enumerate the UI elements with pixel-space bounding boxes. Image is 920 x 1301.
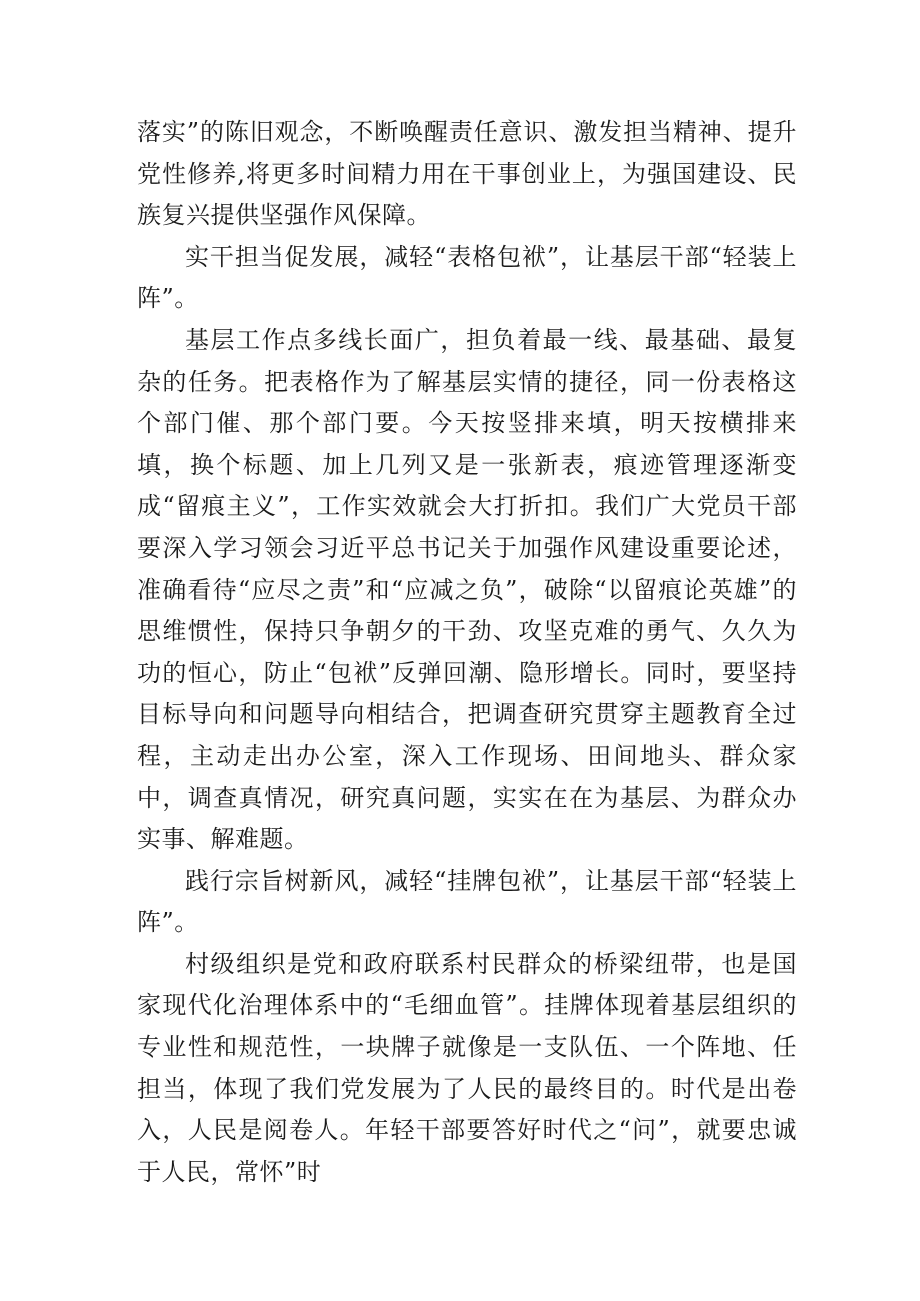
paragraph-1: 落实”的陈旧观念，不断唤醒责任意识、激发担当精神、提升党性修养,将更多时间精力用在干事创业上，为强国建设、民族复兴提供坚强作风保障。 [137,118,797,230]
paragraph-3: 基层工作点多线长面广，担负着最一线、最基础、最复杂的任务。把表格作为了解基层实情的捷径，同一份表格这个部门催、那个部门要。今天按竖排来填，明天按横排来填，换个标题、加上几列又是一张新表，痕迹管理逐渐变成“留痕主义”，工作实效就会大打折扣。我们广大党员干部要深入学习领会习近平总书记关于加强作风建设重要论述，准确看待“应尽之责”和“应减之负”，破除“以留痕论英雄”的思维惯性，保持只争朝夕的干劲、攻坚克难的勇气、久久为功的恒心，防止“包袱”反弹回潮、隐形增长。同时，要坚持目标导向和问题导向相结合，把调查研究贯穿主题教育全过程，主动走出办公室，深入工作现场、田间地头、群众家中，调查真情况，研究真问题，实实在在为基层、为群众办实事、解难题。 [137,325,797,854]
document-body [137,112,797,1193]
paragraph-4-heading: 践行宗旨树新风，减轻“挂牌包袱”，让基层干部“轻装上阵”。 [137,866,797,937]
paragraph-5: 村级组织是党和政府联系村民群众的桥梁纽带，也是国家现代化治理体系中的“毛细血管”。挂牌体现着基层组织的专业性和规范性，一块牌子就像是一支队伍、一个阵地、任担当，体现了我们党发展为了人民的最终目的。时代是出卷入，人民是阅卷人。年轻干部要答好时代之“问”，就要忠诚于人民，常怀”时 [137,949,797,1186]
paragraph-2-heading: 实干担当促发展，减轻“表格包袱”，让基层干部“轻装上阵”。 [137,242,797,313]
